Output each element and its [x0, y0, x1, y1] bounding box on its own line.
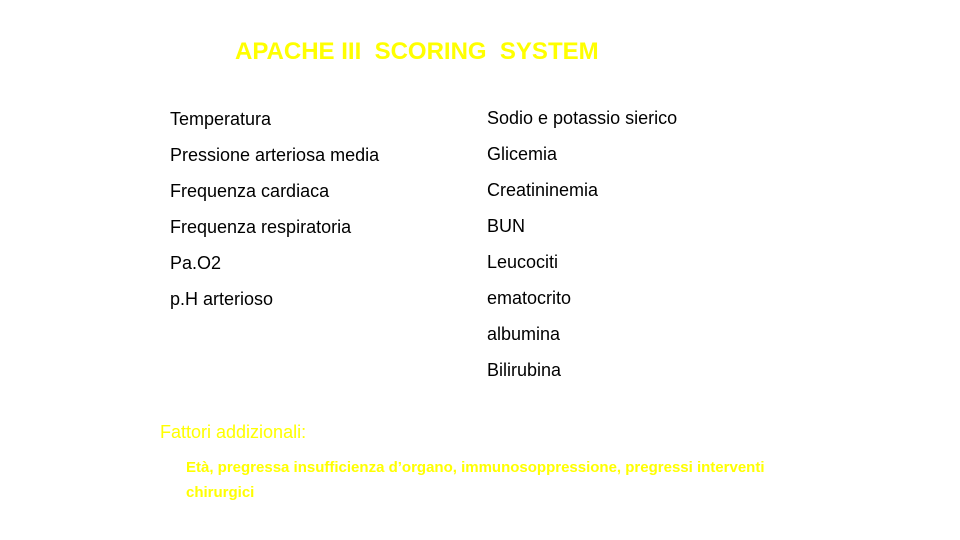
parameter-item: Temperatura	[170, 109, 272, 129]
parameter-item: p.H arterioso	[170, 289, 274, 309]
parameter-item: Pa.O2	[170, 253, 222, 273]
parameter-item: albumina	[487, 324, 561, 344]
parameter-item: Pressione arteriosa media	[170, 145, 380, 165]
slide-title: APACHE III SCORING SYSTEM	[235, 38, 599, 65]
left-parameter-list	[170, 101, 379, 317]
parameter-item: Bilirubina	[487, 360, 562, 380]
parameter-item: BUN	[487, 216, 526, 236]
right-parameter-list	[487, 101, 677, 389]
additional-factors-text: Età, pregressa insufficienza d’organo, immunosoppressione, pregressi interventi chirurgici	[186, 459, 765, 501]
parameter-item: Leucociti	[487, 252, 559, 272]
parameter-item: Frequenza respiratoria	[170, 217, 352, 237]
parameter-item: Frequenza cardiaca	[170, 181, 330, 201]
additional-factors-heading: Fattori addizionali:	[160, 422, 307, 442]
parameter-item: Glicemia	[487, 144, 558, 164]
parameter-item: Creatininemia	[487, 180, 599, 200]
parameter-item: Sodio e potassio sierico	[487, 108, 678, 128]
parameter-item: ematocrito	[487, 288, 572, 308]
